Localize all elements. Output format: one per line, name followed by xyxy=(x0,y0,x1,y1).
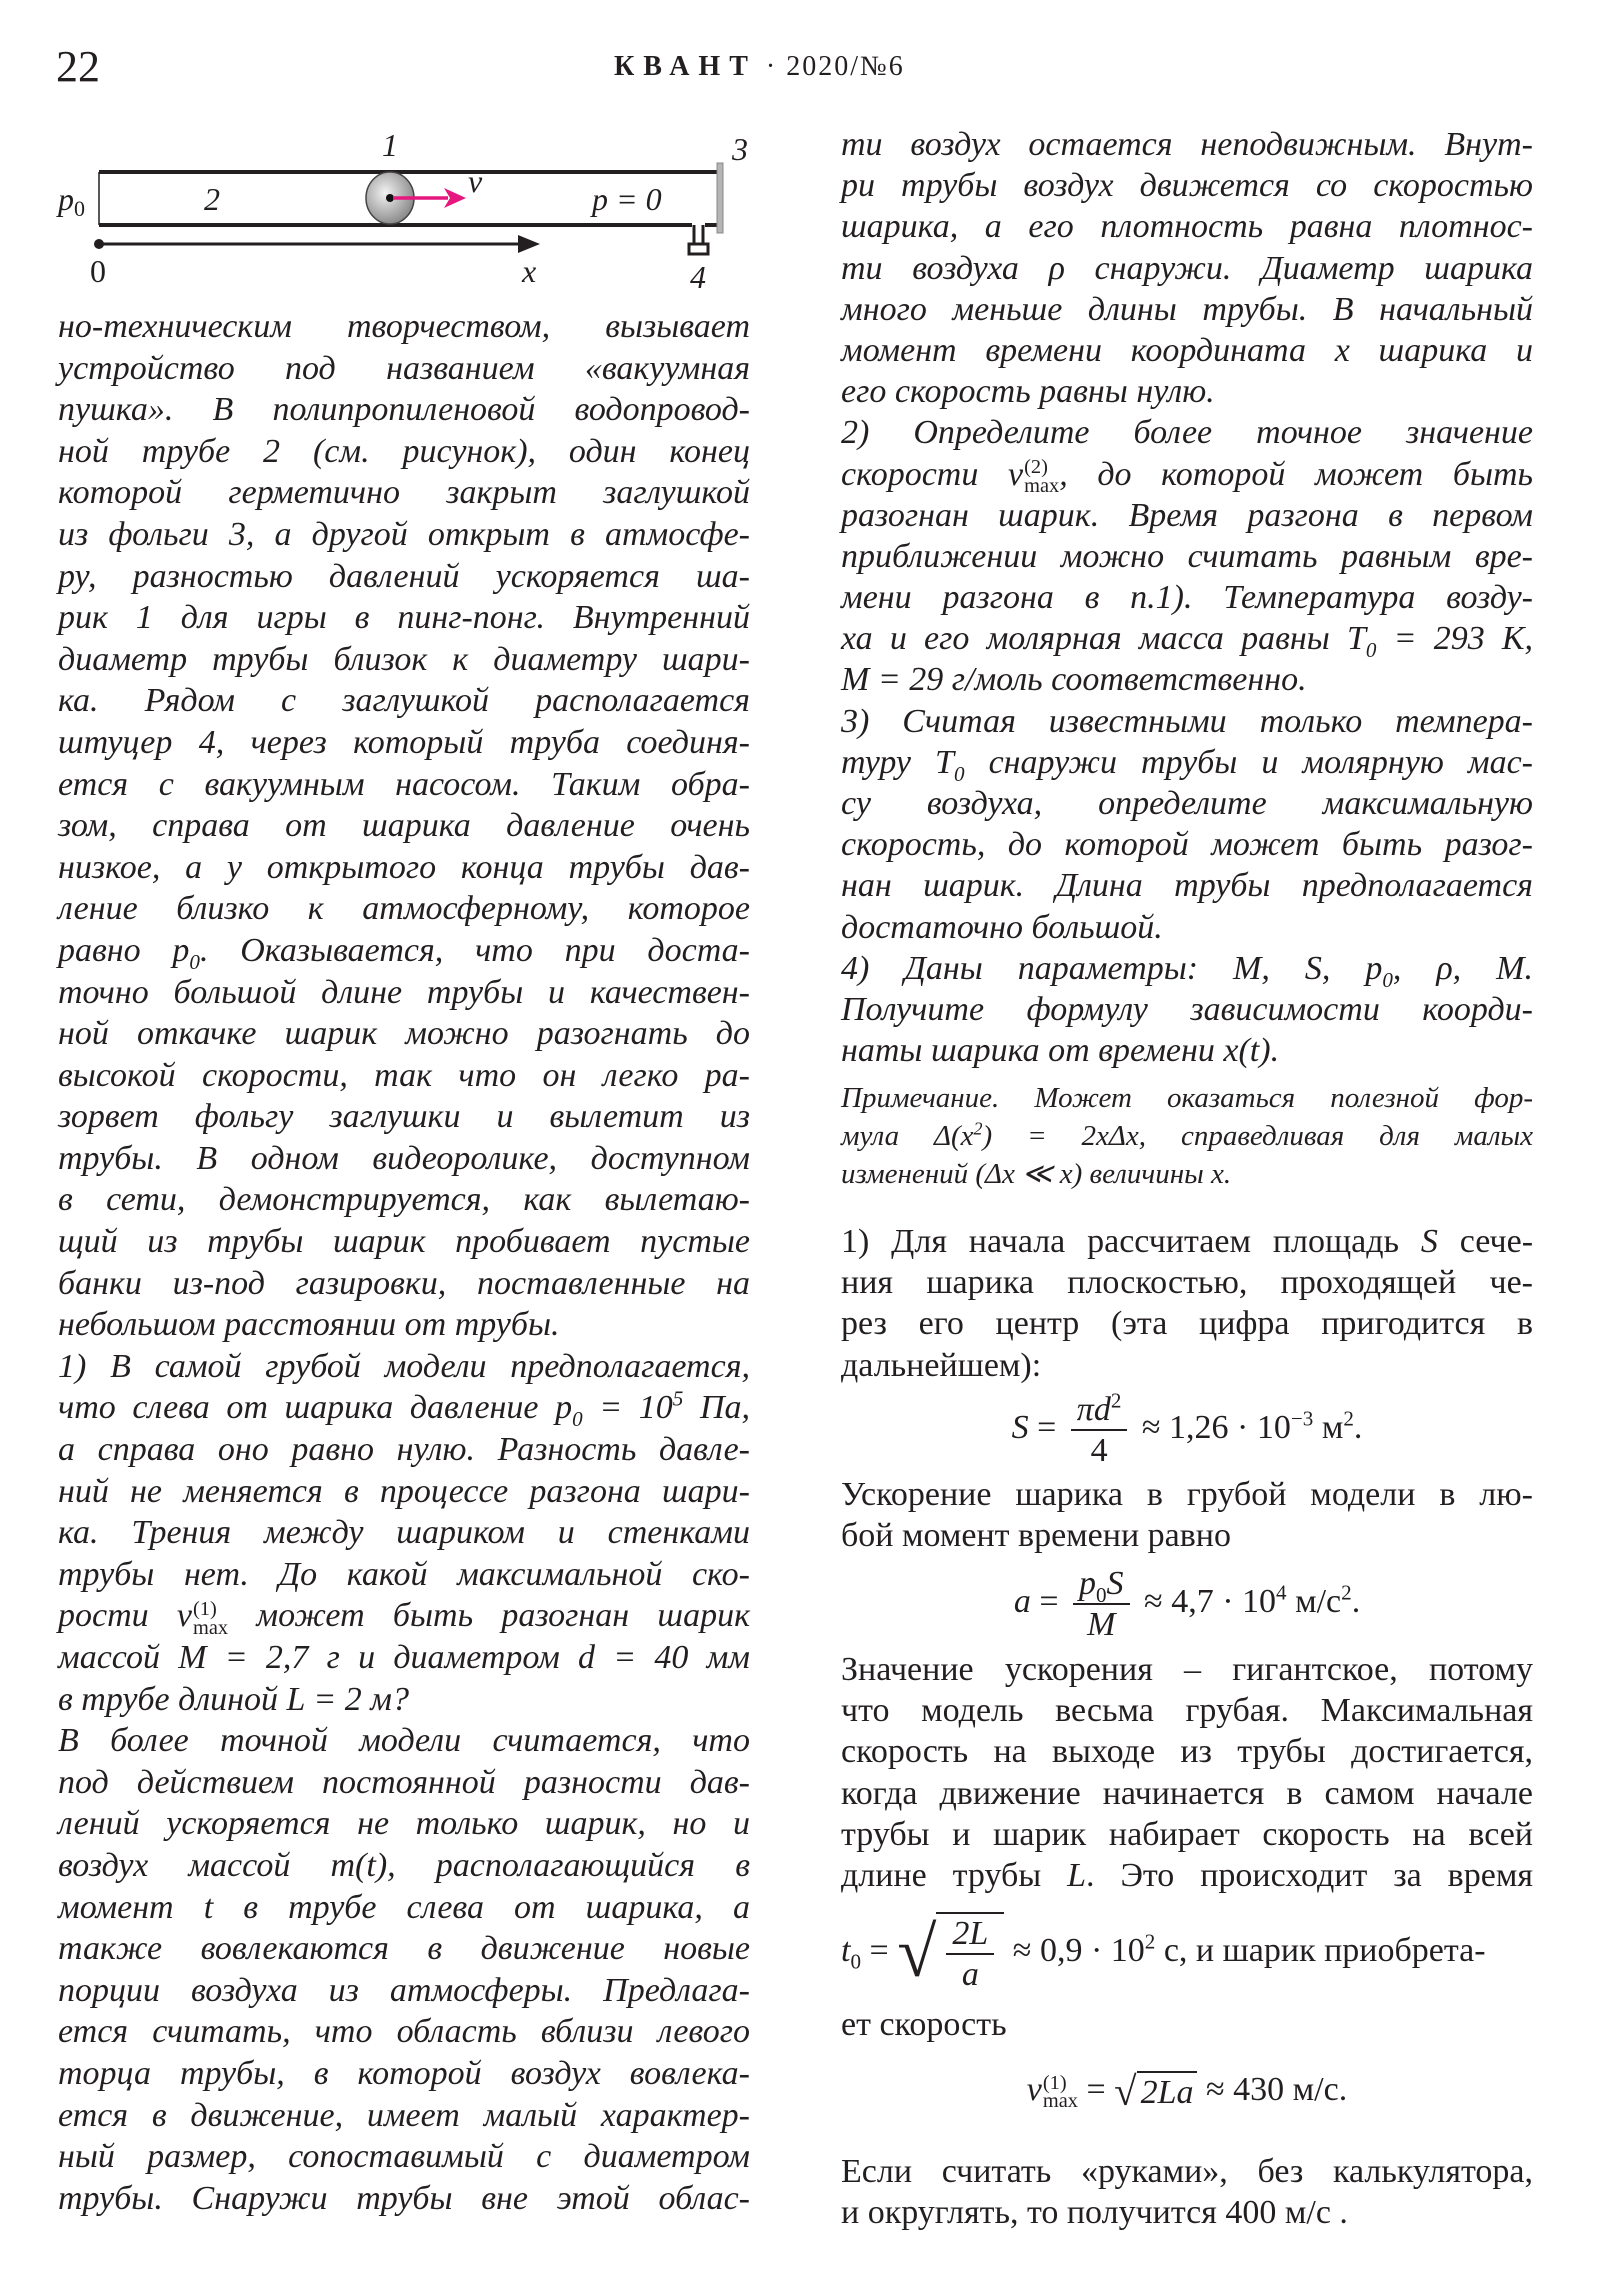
text-segment: нан шарик. Длина трубы предполагается xyxy=(841,867,1533,905)
text-segment: В более точной модели считается, что xyxy=(58,1722,750,1760)
text-segment: ) = 2xΔx, справедливая для малых xyxy=(982,1120,1533,1152)
left-column-text xyxy=(58,306,750,2219)
text-segment: разогнан шарик. Время разгона в первом xyxy=(841,496,1533,534)
text-segment: = 10 xyxy=(582,1389,673,1427)
text-line xyxy=(58,847,750,889)
text-segment: 0 xyxy=(1382,967,1393,992)
text-line xyxy=(841,371,1533,412)
text-line xyxy=(841,742,1534,786)
text-segment: M = 29 г/моль соответственно. xyxy=(841,661,1307,699)
text-segment: 1) В самой грубой модели предполагается, xyxy=(58,1347,750,1385)
text-line xyxy=(841,1515,1533,1556)
text-line xyxy=(58,1096,750,1138)
index-text: max xyxy=(193,1616,229,1639)
ball-label: 1 xyxy=(382,127,398,163)
text-line xyxy=(58,1762,750,1804)
text-segment: . Это происходит за время xyxy=(1086,1856,1533,1894)
text-line xyxy=(58,1429,750,1471)
text-segment: Ускорение шарика в грубой модели в лю- xyxy=(841,1476,1533,1513)
math-symbol xyxy=(936,1912,1004,1994)
text-segment: 1) Для начала рассчитаем площадь xyxy=(841,1223,1421,1260)
math-symbol: 2 xyxy=(1144,1929,1156,1954)
text-segment: может быть разогнан шарик xyxy=(228,1597,750,1635)
text-segment: ри трубы воздух движется со скоростью xyxy=(841,167,1533,205)
text-segment: Значение ускорения – гигантское, потому xyxy=(841,1651,1533,1688)
text-segment: трубы и шарик набирает скорость на всей xyxy=(841,1815,1533,1853)
text-line xyxy=(58,472,750,514)
text-segment: 5 xyxy=(672,1387,684,1412)
text-segment: мени разгона в п.1). Температура возду- xyxy=(841,579,1533,617)
text-segment: ется с вакуумным насосом. Таким обра- xyxy=(58,765,750,803)
text-line xyxy=(841,783,1533,824)
paragraph xyxy=(841,1221,1533,1386)
text-line xyxy=(841,289,1533,330)
text-line xyxy=(58,1803,750,1845)
text-line xyxy=(58,1387,750,1432)
math-symbol: ≈ 0,9 · 10 xyxy=(1004,1931,1145,1969)
text-segment: , ρ, M. xyxy=(1392,949,1533,987)
text-segment: приближении можно считать равным вре- xyxy=(841,537,1533,575)
fitting-label: 4 xyxy=(690,259,706,295)
text-line xyxy=(841,2151,1533,2192)
text-segment: ка. Трения между шариком и стенками xyxy=(58,1514,750,1552)
text-line xyxy=(841,124,1533,165)
text-line xyxy=(58,1512,750,1554)
text-line xyxy=(58,1720,750,1762)
vacuum-cannon-diagram xyxy=(0,0,800,300)
text-segment: ет скорость xyxy=(841,2006,1007,2043)
text-segment: = 293 К, xyxy=(1376,620,1533,658)
math-symbol: 2La xyxy=(1137,2071,1198,2113)
math-symbol: v xyxy=(1026,2071,1042,2108)
text-segment: ха и его молярная масса равны T xyxy=(841,620,1366,658)
math-symbol: S xyxy=(1011,1408,1029,1446)
math-symbol: πd xyxy=(1076,1391,1111,1428)
formula-speed xyxy=(841,2070,1533,2113)
math-symbol: (1) xyxy=(1042,2071,1067,2094)
text-segment: ния шарика плоскостью, проходящей че- xyxy=(841,1264,1533,1302)
text-segment: скорости v xyxy=(841,455,1024,493)
text-segment: небольшом расстоянии от трубы. xyxy=(58,1306,560,1344)
text-line xyxy=(58,888,750,930)
index-text: (1) xyxy=(193,1598,217,1621)
math-symbol xyxy=(1073,1564,1130,1644)
formula-acceleration xyxy=(841,1564,1533,1644)
paragraph xyxy=(58,1720,750,2219)
math-symbol xyxy=(946,1914,994,1994)
text-line xyxy=(58,1887,750,1929)
solution-part5 xyxy=(841,2151,1533,2233)
paragraph xyxy=(841,701,1533,948)
text-segment: ной трубе 2 (см. рисунок), один конец xyxy=(58,432,750,470)
solution-part3 xyxy=(841,1649,1533,1896)
text-line xyxy=(841,1649,1533,1690)
text-line xyxy=(841,865,1533,906)
math-symbol xyxy=(897,1912,1004,1994)
text-segment: снаружи трубы и молярную мас- xyxy=(964,743,1534,781)
paragraph xyxy=(841,2151,1533,2233)
text-line xyxy=(58,805,750,847)
text-segment: Если считать «руками», без калькулятора, xyxy=(841,2153,1533,2190)
solution-part4 xyxy=(841,2004,1533,2045)
text-line xyxy=(58,1595,750,1637)
page-number: 22 xyxy=(56,42,100,91)
text-segment: из фольги 3, а другой открыт в атмосфе- xyxy=(58,515,750,553)
math-symbol: S xyxy=(1106,1565,1124,1602)
vacuum-fitting xyxy=(689,225,708,254)
text-segment: рик 1 для игры в пинг-понг. Внутренний xyxy=(58,599,750,637)
math-symbol: 2 xyxy=(1341,1580,1352,1605)
text-segment: ти воздух остается неподвижным. Внут- xyxy=(841,126,1533,163)
math-symbol: 4 xyxy=(1090,1432,1108,1470)
text-segment: скорость, до которой может быть разог- xyxy=(841,826,1533,864)
text-line xyxy=(58,1928,750,1970)
math-symbol: м/с xyxy=(1286,1582,1342,1620)
text-line xyxy=(841,1221,1533,1262)
text-segment: пушка». В полипропиленовой водопровод- xyxy=(58,391,750,429)
text-line xyxy=(58,1845,750,1887)
formula-accel-container xyxy=(841,1564,1533,1646)
text-segment: когда движение начинается в самом начале xyxy=(841,1774,1533,1812)
velocity-label: v xyxy=(468,163,483,199)
text-line xyxy=(841,1690,1533,1731)
text-line xyxy=(58,1304,750,1346)
text-segment: ный размер, сопоставимый с диаметром xyxy=(58,2138,750,2176)
math-symbol: 4 xyxy=(1276,1580,1287,1605)
paragraph xyxy=(841,1474,1533,1556)
text-line xyxy=(841,1814,1533,1855)
paragraph xyxy=(841,2004,1533,2045)
text-segment: трубы. Снаружи трубы вне этой облас- xyxy=(58,2179,750,2217)
origin-dot xyxy=(94,239,104,249)
text-line xyxy=(58,514,750,556)
text-line xyxy=(841,948,1533,992)
text-segment: 0 xyxy=(189,949,200,974)
text-line xyxy=(841,206,1533,247)
text-segment: туру T xyxy=(841,743,954,781)
math-symbol: max xyxy=(1042,2090,1078,2113)
math-symbol: 0 xyxy=(1096,1582,1107,1607)
text-line xyxy=(841,165,1533,206)
text-line xyxy=(841,1474,1533,1515)
text-segment xyxy=(193,1599,228,1638)
math-symbol: ≈ 430 м/с. xyxy=(1197,2071,1348,2108)
text-line xyxy=(58,639,750,681)
text-segment: S xyxy=(1420,1223,1438,1260)
text-segment: а справа оно равно нулю. Разность давле- xyxy=(58,1431,750,1469)
text-line xyxy=(58,2178,750,2220)
text-segment: дальнейшем): xyxy=(841,1346,1042,1384)
text-segment: трубы. В одном видеоролике, доступном xyxy=(58,1139,750,1177)
text-line xyxy=(58,1263,750,1305)
math-symbol: = xyxy=(1077,2071,1115,2108)
math-symbol: ≈ 4,7 · 10 xyxy=(1135,1582,1277,1620)
math-symbol: a xyxy=(961,1956,979,1994)
text-line xyxy=(58,1637,750,1679)
text-segment: штуцер 4, через который труба соединя- xyxy=(58,723,750,761)
text-line xyxy=(841,330,1533,371)
text-line xyxy=(841,1155,1533,1193)
text-line xyxy=(841,1262,1533,1303)
text-segment: диаметр трубы близок к диаметру шари- xyxy=(58,640,750,678)
origin-label: 0 xyxy=(90,253,106,289)
text-segment: Примечание. Может оказаться полезной фор- xyxy=(841,1082,1533,1114)
text-line xyxy=(58,2053,750,2095)
text-line xyxy=(841,248,1533,289)
text-line xyxy=(58,930,750,972)
text-segment: массой M = 2,7 г и диаметром d = 40 мм xyxy=(58,1639,750,1676)
math-symbol: M xyxy=(1087,1606,1116,1644)
text-segment: наты шарика от времени x(t). xyxy=(841,1032,1280,1070)
header-separator: · xyxy=(756,51,787,82)
problem-continuation xyxy=(841,124,1533,1071)
math-symbol: 2 xyxy=(1110,1388,1122,1413)
math-symbol: t xyxy=(841,1931,851,1969)
text-segment: 0 xyxy=(1365,638,1377,663)
text-segment: ется считать, что область вблизи левого xyxy=(58,2013,750,2051)
text-segment: щий из трубы шарик пробивает пустые xyxy=(58,1223,750,1261)
text-segment: которой герметично закрыт заглушкой xyxy=(58,474,750,512)
text-line xyxy=(841,2192,1533,2233)
text-segment: рости v xyxy=(58,1597,193,1635)
text-segment: 0 xyxy=(953,761,965,786)
text-segment: 4) Даны параметры: M, S, p xyxy=(841,949,1383,987)
text-segment: точно большой длине трубы и качествен- xyxy=(58,973,750,1011)
paragraph xyxy=(58,306,750,1346)
text-segment: лений ускоряется не только шарик, но и xyxy=(58,1805,750,1843)
text-segment: равно p xyxy=(58,931,190,969)
math-symbol: a xyxy=(1013,1582,1031,1620)
text-segment: высокой скорости, так что он легко ра- xyxy=(58,1056,750,1094)
math-symbol xyxy=(1071,1390,1128,1470)
text-line xyxy=(841,701,1533,742)
text-segment: . Оказывается, что при доста- xyxy=(199,931,750,969)
text-line xyxy=(841,1079,1533,1117)
text-segment: ление близко к атмосферному, которое xyxy=(58,890,750,928)
text-segment: Па, xyxy=(683,1389,750,1427)
math-symbol: √ xyxy=(897,1913,937,1993)
text-segment: под действием постоянной разности дав- xyxy=(58,1763,750,1801)
text-segment: шарика, а его плотность равна плотнос- xyxy=(841,208,1533,246)
math-symbol: 2 xyxy=(1343,1406,1354,1431)
text-line xyxy=(58,597,750,639)
text-segment: его скорость равны нулю. xyxy=(841,373,1215,411)
text-segment: L xyxy=(1067,1856,1087,1894)
paragraph xyxy=(58,1346,750,1720)
math-symbol: −3 xyxy=(1290,1406,1314,1431)
problem-note xyxy=(841,1079,1533,1193)
math-symbol: = xyxy=(1030,1582,1067,1620)
text-line xyxy=(58,348,750,390)
math-symbol: 2L xyxy=(946,1914,994,1955)
paragraph xyxy=(841,1649,1533,1896)
text-segment: в трубе длиной L = 2 м? xyxy=(58,1680,409,1718)
text-segment xyxy=(1024,457,1059,496)
formula-time xyxy=(841,1912,1533,1994)
math-symbol: = xyxy=(1028,1408,1065,1446)
text-line xyxy=(841,1345,1533,1386)
text-line xyxy=(58,1179,750,1221)
math-symbol: . xyxy=(1351,1582,1361,1620)
text-segment: банки из-под газировки, поставленные на xyxy=(58,1264,750,1302)
text-segment: бой момент времени равно xyxy=(841,1517,1232,1555)
text-segment: , до которой может быть xyxy=(1059,455,1533,493)
text-segment: порции воздуха из атмосферы. Предлага- xyxy=(58,1971,750,2009)
text-line xyxy=(58,972,750,1014)
text-segment: 2) Определите более точное значение xyxy=(841,414,1533,452)
text-line xyxy=(58,431,750,473)
text-segment: момент времени координата x шарика и xyxy=(841,331,1533,369)
formula-speed-container xyxy=(841,2070,1533,2120)
text-line xyxy=(841,454,1533,495)
index-text: max xyxy=(1024,474,1060,497)
text-line xyxy=(841,1117,1533,1155)
formula-area xyxy=(841,1390,1533,1470)
solution-part1 xyxy=(841,1221,1533,1386)
text-segment: устройство под названием «вакуумная xyxy=(58,349,750,387)
text-line xyxy=(841,659,1533,700)
text-line xyxy=(58,556,750,598)
text-segment: в сети, демонстрируется, как вылетаю- xyxy=(58,1181,750,1219)
paragraph xyxy=(841,1079,1533,1193)
text-line xyxy=(58,306,750,348)
text-line xyxy=(58,1013,750,1055)
text-segment: длине трубы xyxy=(841,1856,1068,1894)
issue-number: 2020/№6 xyxy=(786,51,905,82)
text-segment: ка. Рядом с заглушкой располагается xyxy=(58,682,750,720)
text-segment: зорвет фольгу заглушки и вылетит из xyxy=(58,1098,750,1136)
text-segment: изменений (Δx ≪ x) величины x. xyxy=(841,1158,1232,1190)
text-line xyxy=(841,1731,1533,1772)
text-line xyxy=(841,1030,1533,1071)
journal-name: КВАНТ xyxy=(614,51,757,82)
text-segment: достаточно большой. xyxy=(841,908,1163,946)
text-segment: что модель весьма грубая. Максимальная xyxy=(841,1692,1533,1730)
math-symbol: = xyxy=(861,1931,898,1969)
text-segment: ний не меняется в процессе разгона шари- xyxy=(58,1472,750,1510)
math-symbol: p xyxy=(1079,1565,1096,1602)
left-pressure-label: p0 xyxy=(58,181,85,221)
text-line xyxy=(58,1679,750,1721)
paragraph xyxy=(841,948,1533,1072)
text-segment: су воздуха, определите максимальную xyxy=(841,785,1533,822)
text-segment: зом, справа от шарика давление очень xyxy=(58,807,750,845)
text-line xyxy=(58,764,750,806)
text-line xyxy=(58,2011,750,2053)
text-line xyxy=(58,680,750,722)
tube-label: 2 xyxy=(204,181,220,217)
text-segment: 2 xyxy=(973,1118,983,1139)
text-line xyxy=(58,1970,750,2012)
text-segment: ется в движение, имеет малый характер- xyxy=(58,2096,750,2134)
index-text: (2) xyxy=(1024,456,1048,479)
text-line xyxy=(58,1471,750,1513)
text-segment: скорость на выходе из трубы достигается, xyxy=(841,1733,1533,1771)
text-segment: также вовлекаются в движение новые xyxy=(58,1930,750,1968)
math-symbol: 0 xyxy=(850,1949,861,1974)
text-line xyxy=(841,2004,1533,2045)
math-symbol xyxy=(1043,2073,1078,2112)
foil-label: 3 xyxy=(732,131,748,167)
text-line xyxy=(58,722,750,764)
text-segment: трубы нет. До какой максимальной ско- xyxy=(58,1555,750,1593)
text-segment: мула Δ(x xyxy=(841,1120,974,1152)
text-line xyxy=(58,1554,750,1596)
text-segment: 0 xyxy=(572,1407,583,1432)
solution-part2 xyxy=(841,1474,1533,1556)
text-line xyxy=(58,1221,750,1263)
text-segment: но-техническим творчеством, вызывает xyxy=(58,308,750,345)
axis-label: x xyxy=(522,253,537,289)
math-symbol xyxy=(1071,1390,1128,1431)
text-segment: момент t в трубе слева от шарика, а xyxy=(58,1888,750,1926)
text-line xyxy=(58,389,750,431)
text-line xyxy=(841,989,1533,1030)
text-line xyxy=(841,495,1533,536)
text-line xyxy=(841,618,1533,663)
text-segment: и округлять, то получится 400 м/с . xyxy=(841,2194,1348,2232)
text-segment: много меньше длины трубы. В начальный xyxy=(841,290,1533,328)
math-symbol xyxy=(1114,2068,1197,2114)
text-segment: сече- xyxy=(1437,1223,1534,1260)
text-line xyxy=(58,1055,750,1097)
text-segment: низкое, а у открытого конца трубы дав- xyxy=(58,848,750,886)
text-line xyxy=(841,824,1533,865)
text-line xyxy=(841,577,1533,618)
math-symbol xyxy=(1073,1564,1130,1605)
paragraph xyxy=(841,412,1533,700)
text-line xyxy=(841,1855,1533,1896)
text-line xyxy=(841,1773,1533,1814)
text-segment: воздух массой m(t), располагающийся в xyxy=(58,1846,750,1884)
formula-time-container xyxy=(841,1912,1533,1998)
paragraph xyxy=(841,124,1533,412)
text-line xyxy=(58,1346,750,1388)
text-line xyxy=(841,907,1533,948)
math-symbol: с, и шарик приобрета- xyxy=(1155,1931,1486,1969)
formula-area-container xyxy=(841,1390,1533,1472)
text-segment: ру, разностью давлений ускоряется ша- xyxy=(58,557,750,595)
text-segment: что слева от шарика давление p xyxy=(58,1389,573,1427)
text-segment: Получите формулу зависимости коорди- xyxy=(841,990,1533,1028)
math-symbol: ≈ 1,26 · 10 xyxy=(1133,1408,1291,1446)
text-line xyxy=(841,1303,1533,1344)
text-line xyxy=(841,412,1533,453)
math-symbol: м xyxy=(1313,1408,1344,1446)
text-segment: рез его центр (эта цифра пригодится в xyxy=(841,1305,1533,1343)
text-line xyxy=(58,1138,750,1180)
text-segment: ной откачке шарик можно разогнать до xyxy=(58,1015,750,1053)
text-line xyxy=(841,536,1533,577)
foil-plug xyxy=(717,163,723,233)
math-symbol: √ xyxy=(1114,2068,1137,2114)
text-line xyxy=(58,2136,750,2178)
right-pressure-label: p = 0 xyxy=(592,181,662,217)
text-line xyxy=(58,2095,750,2137)
math-symbol: . xyxy=(1353,1408,1363,1446)
text-segment: ти воздуха ρ снаружи. Диаметр шарика xyxy=(841,249,1533,287)
text-segment: 3) Считая известными только темпера- xyxy=(841,702,1533,740)
text-segment: торца трубы, в которой воздух вовлека- xyxy=(58,2054,750,2092)
